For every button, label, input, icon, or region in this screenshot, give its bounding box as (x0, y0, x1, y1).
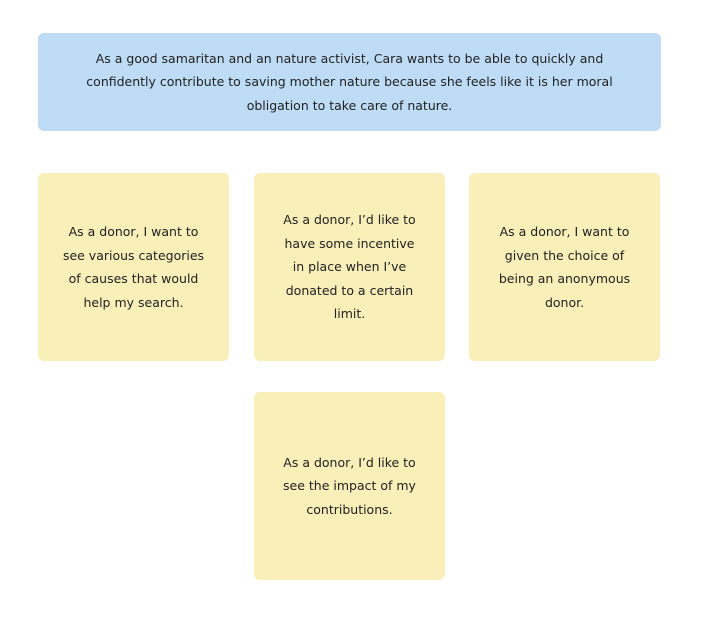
epic-card (38, 33, 661, 131)
story-card-categories (38, 173, 229, 361)
story-text: As a donor, I’d like to have some incentive in place when I’ve donated to a certain limit. (283, 212, 416, 322)
story-card-incentive (254, 173, 445, 361)
story-card-impact (254, 392, 445, 580)
story-text: As a donor, I want to see various categories of causes that would help my search. (62, 224, 205, 310)
epic-text: As a good samaritan and an nature activist, Cara wants to be able to quickly and confidently contribute to saving mother nature because she feels like it is her moral obligation to take care of nature. (86, 50, 613, 113)
story-text: As a donor, I want to given the choice of being an anonymous donor. (498, 224, 631, 310)
story-card-anonymous (469, 173, 660, 361)
story-text: As a donor, I’d like to see the impact of my contributions. (283, 454, 416, 517)
